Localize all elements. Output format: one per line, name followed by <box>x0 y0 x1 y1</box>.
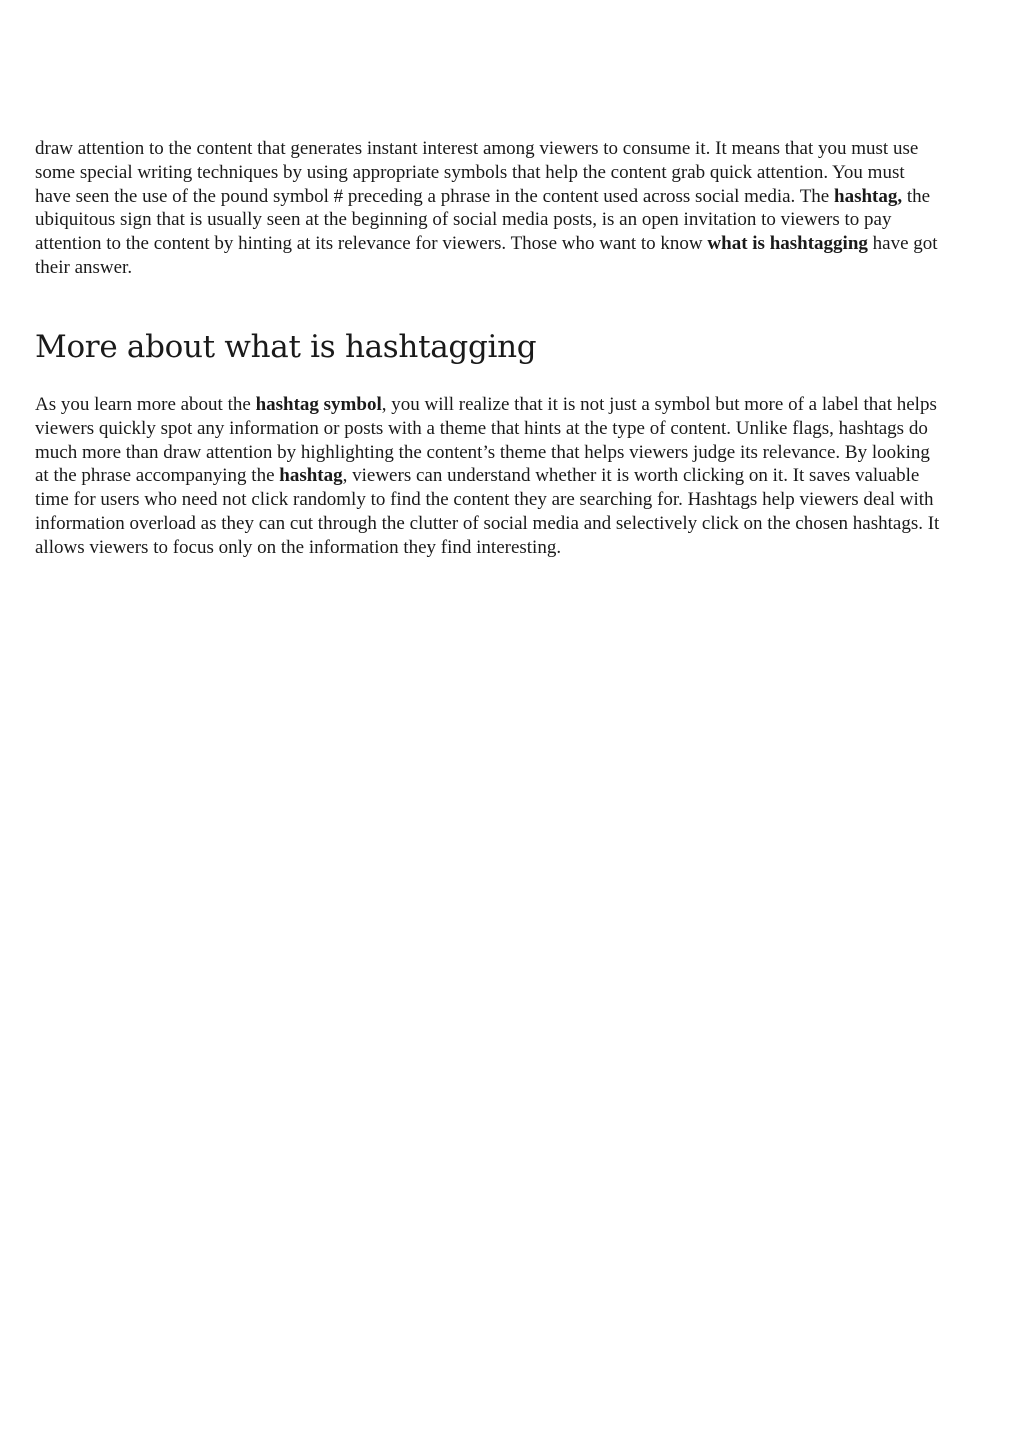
text-segment: , viewers can understand whether it is worth clicking on it. It saves valuable time for users who need not click randomly to find the content they are searching for. Hashtags help viewers deal with information overload as they can cut through the clutter of social media and selectively click on the chosen hashtags. It allows viewers to focus only on the information they find interesting. <box>35 465 940 558</box>
text-segment: draw attention to the content that generates instant interest among viewers to consume it. It means that you must use some special writing techniques by using appropriate symbols that help the content grab quick attention. You must have seen the use of the pound symbol # preceding a phrase in the content used across social media. The <box>35 138 919 207</box>
text-segment: , you will realize that it is not just a symbol but more of a label that helps viewers quickly spot any information or posts with a theme that hints at the type of content. Unlike flags, hashtags do much more than draw attention by highlighting the content’s theme that helps viewers judge its relevance. By looking at the phrase accompanying the <box>35 394 937 487</box>
text-segment: the ubiquitous sign that is usually seen at the beginning of social media posts, is an open invitation to viewers to pay attention to the content by hinting at its relevance for viewers. Those who want to know <box>35 185 931 255</box>
body-paragraph-intro <box>35 137 940 280</box>
bold-term-what-is-hashtagging: what is hashtagging <box>707 233 868 255</box>
bold-term-hashtag: hashtag, <box>834 185 903 207</box>
bold-term-hashtag: hashtag <box>279 465 343 487</box>
body-paragraph-section <box>35 393 940 560</box>
section-heading: More about what is hashtagging <box>35 329 537 365</box>
text-segment: As you learn more about the <box>35 394 256 415</box>
bold-term-hashtag-symbol: hashtag symbol <box>255 394 382 415</box>
text-segment: have got their answer. <box>35 233 938 278</box>
